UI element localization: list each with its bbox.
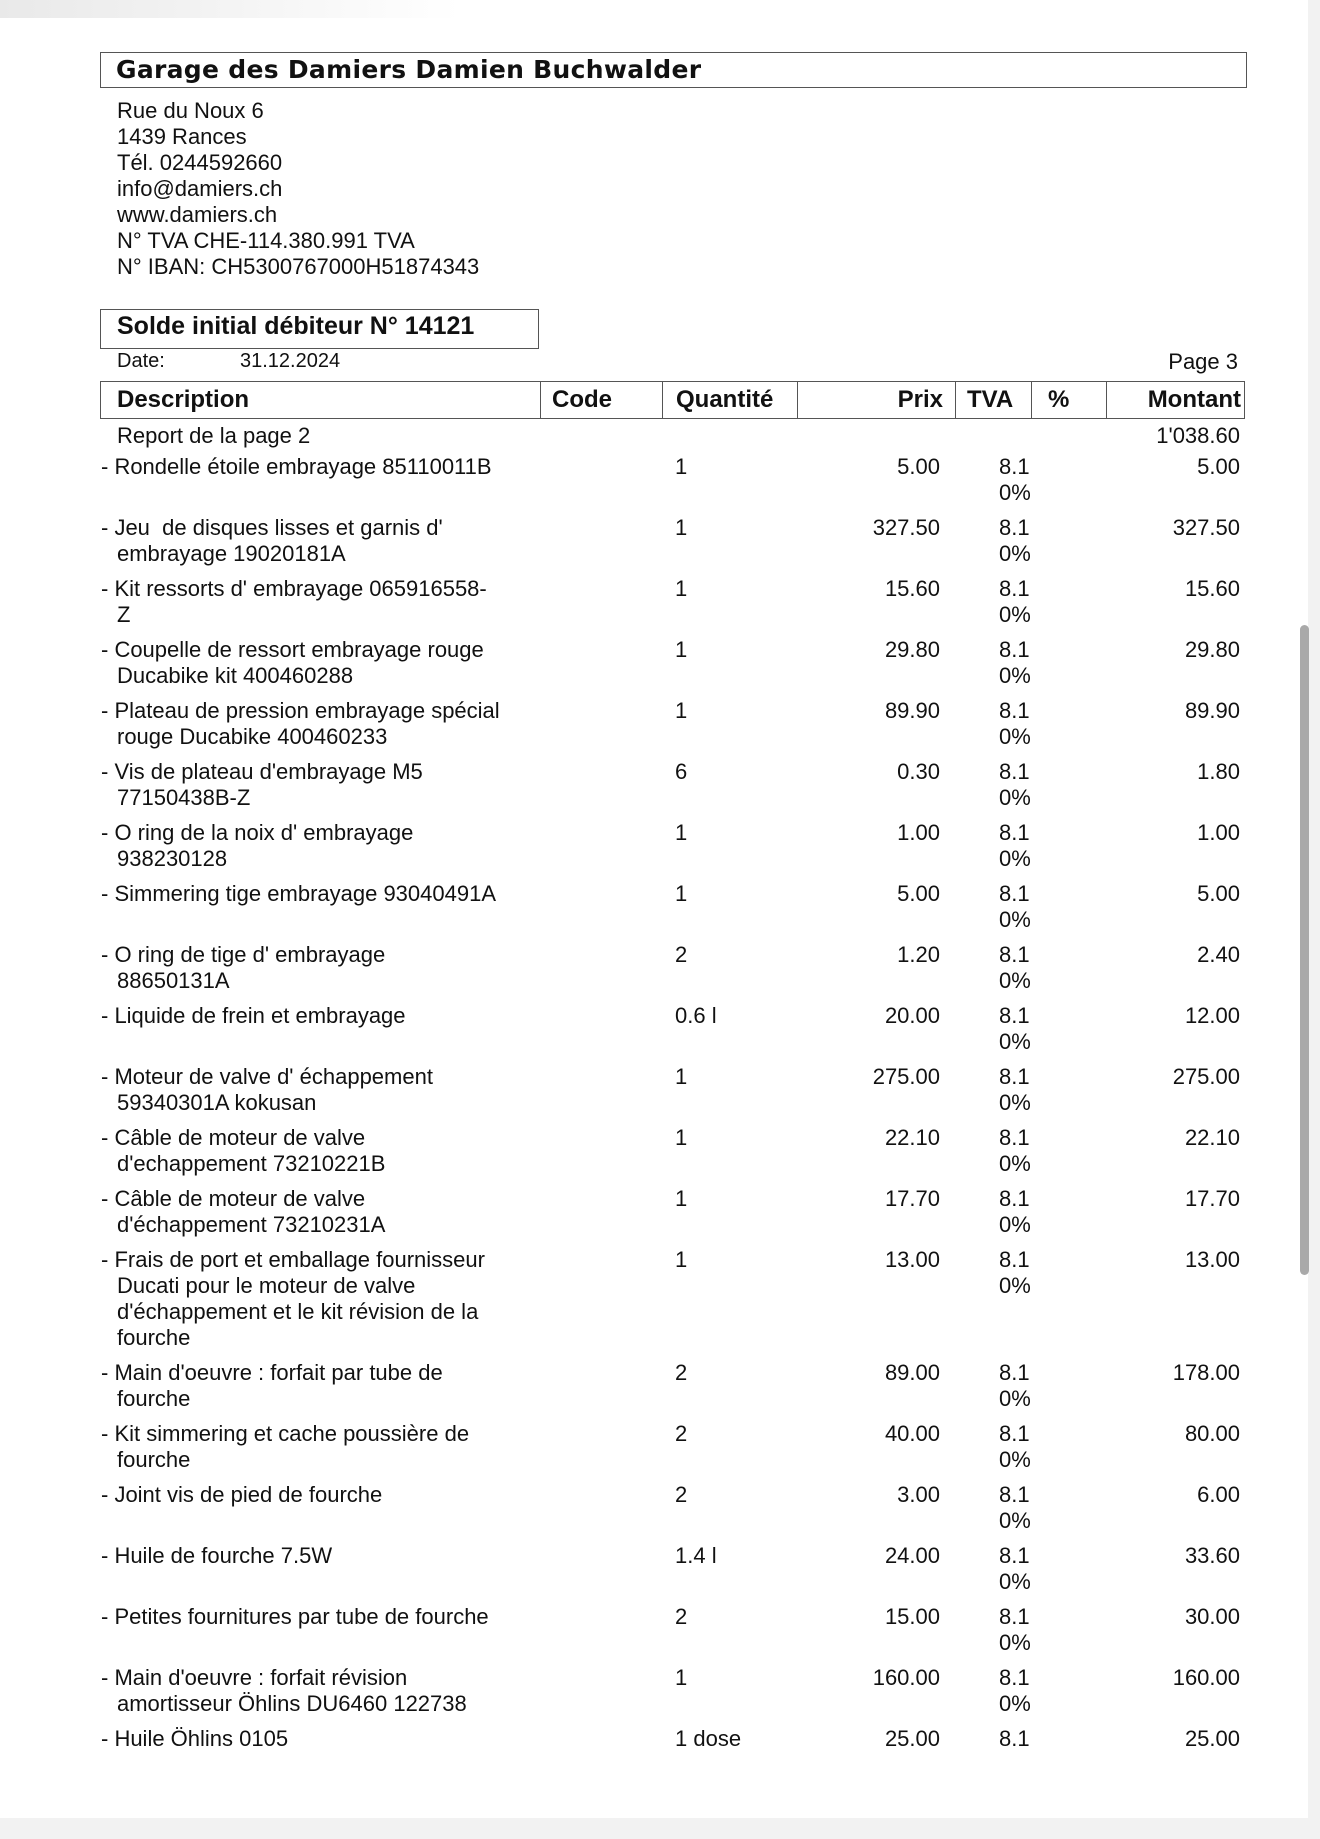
item-description: embrayage 19020181A (117, 541, 346, 566)
item-description: - Petites fournitures par tube de fourche (101, 1604, 489, 1629)
carry-over-label: Report de la page 2 (117, 423, 311, 448)
item-price: 25.00 (884, 1726, 940, 1751)
item-description: 88650131A (117, 968, 230, 993)
item-description: - Main d'oeuvre : forfait par tube de (101, 1360, 443, 1385)
item-amount: 5.00 (1197, 454, 1240, 479)
item-quantity: 1 (675, 637, 688, 662)
item-amount: 327.50 (1172, 515, 1240, 540)
item-amount: 275.00 (1172, 1064, 1240, 1089)
item-tva: 8.1 (999, 637, 1030, 662)
item-amount: 160.00 (1172, 1665, 1240, 1690)
item-tva: 0% (999, 1151, 1031, 1176)
item-description: - Frais de port et emballage fournisseur (101, 1247, 485, 1272)
page-edge-shadow (0, 0, 460, 18)
item-price: 89.00 (884, 1360, 940, 1385)
header-percent: % (1048, 386, 1070, 413)
item-description: - Kit simmering et cache poussière de (101, 1421, 470, 1446)
item-description: rouge Ducabike 400460233 (117, 724, 388, 749)
item-tva: 8.1 (999, 1726, 1030, 1751)
item-quantity: 1 (675, 1247, 688, 1272)
item-description: fourche (117, 1325, 191, 1350)
item-quantity: 1 (675, 515, 688, 540)
item-price: 17.70 (884, 1186, 940, 1211)
item-quantity: 1 (675, 698, 688, 723)
item-tva: 8.1 (999, 698, 1030, 723)
item-description: - Coupelle de ressort embrayage rouge (101, 637, 484, 662)
item-quantity: 1 (675, 881, 688, 906)
item-price: 3.00 (897, 1482, 940, 1507)
item-tva: 8.1 (999, 759, 1030, 784)
item-quantity: 2 (675, 1421, 688, 1446)
item-amount: 178.00 (1172, 1360, 1240, 1385)
item-description: Z (117, 602, 131, 627)
item-description: amortisseur Öhlins DU6460 122738 (117, 1691, 467, 1716)
item-quantity: 1 (675, 1186, 688, 1211)
item-amount: 80.00 (1184, 1421, 1240, 1446)
item-price: 40.00 (884, 1421, 940, 1446)
item-price: 15.60 (884, 576, 940, 601)
item-description: - Moteur de valve d' échappement (101, 1064, 433, 1089)
item-tva: 8.1 (999, 942, 1030, 967)
item-description: - Vis de plateau d'embrayage M5 (101, 759, 423, 784)
header-price: Prix (897, 386, 943, 413)
item-quantity: 1 (675, 576, 688, 601)
header-description: Description (117, 386, 250, 413)
header-divider (797, 381, 798, 419)
item-tva: 0% (999, 663, 1031, 688)
item-tva: 8.1 (999, 1247, 1030, 1272)
item-amount: 25.00 (1184, 1726, 1240, 1751)
item-amount: 29.80 (1184, 637, 1240, 662)
item-description: - Jeu de disques lisses et garnis d' (101, 515, 443, 540)
item-description: 938230128 (117, 846, 228, 871)
item-tva: 8.1 (999, 515, 1030, 540)
item-tva: 0% (999, 1630, 1031, 1655)
item-tva: 0% (999, 785, 1031, 810)
address-line: 1439 Rances (117, 124, 247, 149)
item-amount: 2.40 (1197, 942, 1240, 967)
company-address-block (117, 98, 479, 280)
item-description: d'echappement 73210221B (117, 1151, 386, 1176)
item-tva: 8.1 (999, 1665, 1030, 1690)
address-line: Rue du Noux 6 (117, 98, 264, 123)
item-tva: 8.1 (999, 820, 1030, 845)
item-description: - Huile de fourche 7.5W (101, 1543, 333, 1568)
item-description: - Simmering tige embrayage 93040491A (101, 881, 497, 906)
page-number: Page 3 (1168, 349, 1238, 374)
item-description: fourche (117, 1447, 191, 1472)
header-quantity: Quantité (676, 386, 774, 413)
item-quantity: 1 (675, 1125, 688, 1150)
item-tva: 8.1 (999, 1360, 1030, 1385)
item-quantity: 2 (675, 1360, 688, 1385)
table-header (100, 381, 1245, 419)
item-amount: 5.00 (1197, 881, 1240, 906)
item-description: - Rondelle étoile embrayage 85110011B (101, 454, 492, 479)
item-price: 20.00 (884, 1003, 940, 1028)
date-label: Date: (117, 350, 165, 372)
item-quantity: 1.4 l (675, 1543, 717, 1568)
item-description: - O ring de la noix d' embrayage (101, 820, 414, 845)
item-tva: 0% (999, 846, 1031, 871)
item-tva: 0% (999, 1691, 1031, 1716)
item-tva: 0% (999, 907, 1031, 932)
item-price: 29.80 (884, 637, 940, 662)
iban-line: N° IBAN: CH5300767000H51874343 (117, 254, 480, 279)
item-amount: 15.60 (1184, 576, 1240, 601)
item-tva: 8.1 (999, 1543, 1030, 1568)
carry-over-amount: 1'038.60 (1156, 423, 1240, 448)
item-amount: 22.10 (1184, 1125, 1240, 1150)
item-tva: 0% (999, 1090, 1031, 1115)
document-title: Solde initial débiteur N° 14121 (117, 312, 475, 340)
item-tva: 8.1 (999, 1186, 1030, 1211)
item-tva: 8.1 (999, 881, 1030, 906)
item-tva: 0% (999, 724, 1031, 749)
item-tva: 8.1 (999, 1421, 1030, 1446)
header-amount: Montant (1147, 386, 1241, 413)
item-description: - Câble de moteur de valve (101, 1186, 366, 1211)
item-price: 5.00 (897, 881, 940, 906)
item-description: d'échappement 73210231A (117, 1212, 386, 1237)
item-tva: 8.1 (999, 1003, 1030, 1028)
item-tva: 0% (999, 602, 1031, 627)
item-quantity: 1 (675, 454, 688, 479)
item-amount: 6.00 (1197, 1482, 1240, 1507)
header-divider (662, 381, 663, 419)
item-description: - Kit ressorts d' embrayage 065916558- (101, 576, 487, 601)
item-description: Ducati pour le moteur de valve (117, 1273, 416, 1298)
item-price: 1.00 (897, 820, 940, 845)
item-tva: 0% (999, 1447, 1031, 1472)
item-price: 24.00 (884, 1543, 940, 1568)
item-tva: 8.1 (999, 1064, 1030, 1089)
item-quantity: 2 (675, 1604, 688, 1629)
header-divider (955, 381, 956, 419)
item-amount: 1.80 (1197, 759, 1240, 784)
item-description: - Câble de moteur de valve (101, 1125, 366, 1150)
item-tva: 0% (999, 1273, 1031, 1298)
item-tva: 0% (999, 1029, 1031, 1054)
item-tva: 8.1 (999, 1125, 1030, 1150)
item-tva: 8.1 (999, 454, 1030, 479)
vertical-scrollbar[interactable] (1300, 625, 1309, 1275)
item-price: 5.00 (897, 454, 940, 479)
item-tva: 0% (999, 480, 1031, 505)
header-divider (1031, 381, 1032, 419)
item-price: 15.00 (884, 1604, 940, 1629)
item-amount: 33.60 (1184, 1543, 1240, 1568)
item-description: 59340301A kokusan (117, 1090, 317, 1115)
website-line: www.damiers.ch (117, 202, 278, 227)
item-price: 22.10 (884, 1125, 940, 1150)
item-amount: 89.90 (1184, 698, 1240, 723)
item-amount: 13.00 (1184, 1247, 1240, 1272)
item-tva: 0% (999, 1569, 1031, 1594)
item-tva: 8.1 (999, 1482, 1030, 1507)
item-tva: 0% (999, 1212, 1031, 1237)
item-price: 327.50 (872, 515, 940, 540)
item-price: 89.90 (884, 698, 940, 723)
item-quantity: 0.6 l (675, 1003, 717, 1028)
item-price: 13.00 (884, 1247, 940, 1272)
date-value: 31.12.2024 (240, 350, 341, 372)
item-description: - Plateau de pression embrayage spécial (101, 698, 500, 723)
item-price: 275.00 (872, 1064, 940, 1089)
vat-number-line: N° TVA CHE-114.380.991 TVA (117, 228, 415, 253)
item-price: 0.30 (897, 759, 940, 784)
item-amount: 17.70 (1184, 1186, 1240, 1211)
item-amount: 1.00 (1197, 820, 1240, 845)
item-description: - Liquide de frein et embrayage (101, 1003, 406, 1028)
header-divider (540, 381, 541, 419)
item-tva: 8.1 (999, 576, 1030, 601)
item-quantity: 1 (675, 1665, 688, 1690)
item-description: - Joint vis de pied de fourche (101, 1482, 383, 1507)
item-tva: 0% (999, 968, 1031, 993)
header-code: Code (552, 386, 612, 413)
item-price: 160.00 (872, 1665, 940, 1690)
item-tva: 0% (999, 1386, 1031, 1411)
item-description: - Huile Öhlins 0105 (101, 1726, 289, 1751)
item-price: 1.20 (897, 942, 940, 967)
item-description: - O ring de tige d' embrayage (101, 942, 386, 967)
item-description: d'échappement et le kit révision de la (117, 1299, 479, 1324)
item-description: - Main d'oeuvre : forfait révision (101, 1665, 408, 1690)
item-description: 77150438B-Z (117, 785, 251, 810)
email-line: info@damiers.ch (117, 176, 283, 201)
item-tva: 8.1 (999, 1604, 1030, 1629)
item-description: Ducabike kit 400460288 (117, 663, 354, 688)
item-tva: 0% (999, 541, 1031, 566)
item-amount: 12.00 (1184, 1003, 1240, 1028)
header-tva: TVA (967, 386, 1014, 413)
item-quantity: 2 (675, 942, 688, 967)
phone-line: Tél. 0244592660 (117, 150, 283, 175)
header-divider (1106, 381, 1107, 419)
item-tva: 0% (999, 1508, 1031, 1533)
item-quantity: 1 (675, 1064, 688, 1089)
item-description: fourche (117, 1386, 191, 1411)
item-quantity: 6 (675, 759, 688, 784)
item-quantity: 1 (675, 820, 688, 845)
item-quantity: 1 dose (675, 1726, 742, 1751)
item-quantity: 2 (675, 1482, 688, 1507)
item-amount: 30.00 (1184, 1604, 1240, 1629)
company-name: Garage des Damiers Damien Buchwalder (116, 55, 702, 84)
